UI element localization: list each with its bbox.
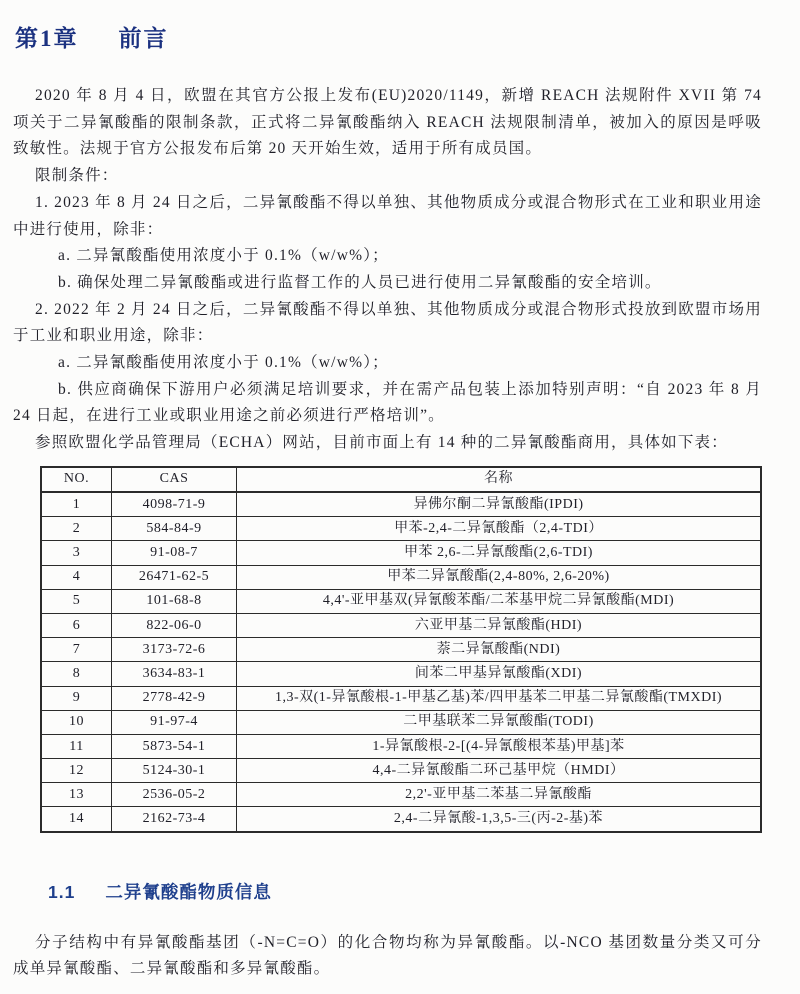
table-row (41, 662, 761, 686)
restriction-conditions-label: 限制条件： (35, 167, 119, 185)
substance-name: 甲苯 2,6-二异氰酸酯(2,6-TDI) (237, 541, 762, 565)
substance-no: 11 (41, 734, 112, 758)
table-row (41, 783, 761, 807)
chapter-number: 第1章 (15, 26, 79, 51)
substance-name: 异佛尔酮二异氰酸酯(IPDI) (237, 492, 762, 517)
paragraph-intro: 2020 年 8 月 4 日，欧盟在其官方公报上发布(EU)2020/1149，新增 REACH 法规附件 XVII 第 74 项关于二异氰酸酯的限制条款，正式将二异氰酸酯纳入 REACH 法规限制清单，被加入的原因是呼吸致敏性。法规于官方公报发布后第 20 天开始生效，适用于所有成员国。 (13, 87, 762, 158)
substance-cas: 584-84-9 (112, 517, 237, 541)
substance-no: 8 (41, 662, 112, 686)
restriction-1-item-b: b. 确保处理二异氰酸酯或进行监督工作的人员已进行使用二异氰酸酯的安全培训。 (58, 273, 662, 291)
table-row (41, 734, 761, 758)
substance-cas: 2778-42-9 (112, 686, 237, 710)
table-row (41, 807, 761, 832)
header-cas: CAS (112, 467, 237, 492)
table-row (41, 517, 761, 541)
substance-name: 甲苯-2,4-二异氰酸酯（2,4-TDI） (237, 517, 762, 541)
section-heading (48, 879, 762, 904)
table-header-row (41, 467, 761, 492)
substance-cas: 91-08-7 (112, 541, 237, 565)
substance-name: 间苯二甲基异氰酸酯(XDI) (237, 662, 762, 686)
substance-no: 9 (41, 686, 112, 710)
table-row (41, 759, 761, 783)
chapter-heading (15, 20, 762, 53)
paragraph-molecular-definition: 分子结构中有异氰酸酯基团（-N=C=O）的化合物均称为异氰酸酯。以-NCO 基团数量分类又可分成单异氰酸酯、二异氰酸酯和多异氰酸酯。 (13, 933, 762, 978)
substance-cas: 3173-72-6 (112, 638, 237, 662)
restriction-2: 2. 2022 年 2 月 24 日之后，二异氰酸酯不得以单独、其他物质成分或混合物形式投放到欧盟市场用于工业和职业用途，除非： (13, 300, 762, 345)
substances-table-body (41, 492, 761, 832)
restriction-1-item-a: a. 二异氰酸酯使用浓度小于 0.1%（w/w%）； (58, 247, 389, 265)
substances-table (40, 466, 762, 833)
restriction-1: 1. 2023 年 8 月 24 日之后，二异氰酸酯不得以单独、其他物质成分或混合物形式在工业和职业用途中进行使用，除非： (13, 193, 762, 238)
substance-no: 2 (41, 517, 112, 541)
substance-cas: 5873-54-1 (112, 734, 237, 758)
chapter-title: 前言 (118, 26, 169, 51)
table-row (41, 710, 761, 734)
paragraph-echa-reference: 参照欧盟化学品管理局（ECHA）网站，目前市面上有 14 种的二异氰酸酯商用，具体如下表： (35, 434, 728, 452)
header-name: 名称 (237, 467, 762, 492)
substance-cas: 101-68-8 (112, 589, 237, 613)
substance-no: 1 (41, 492, 112, 517)
header-no: NO. (41, 467, 112, 492)
substance-name: 4,4-二异氰酸酯二环己基甲烷（HMDI） (237, 759, 762, 783)
substances-table-header (41, 467, 761, 492)
substance-no: 7 (41, 638, 112, 662)
substance-name: 二甲基联苯二异氰酸酯(TODI) (237, 710, 762, 734)
substance-no: 6 (41, 613, 112, 637)
substance-name: 甲苯二异氰酸酯(2,4-80%, 2,6-20%) (237, 565, 762, 589)
substance-no: 14 (41, 807, 112, 832)
table-row (41, 638, 761, 662)
substance-cas: 4098-71-9 (112, 492, 237, 517)
substance-no: 3 (41, 541, 112, 565)
table-row (41, 589, 761, 613)
substance-cas: 26471-62-5 (112, 565, 237, 589)
substance-cas: 3634-83-1 (112, 662, 237, 686)
restriction-2-item-a: a. 二异氰酸酯使用浓度小于 0.1%（w/w%）； (58, 354, 389, 372)
substance-no: 10 (41, 710, 112, 734)
substance-name: 六亚甲基二异氰酸酯(HDI) (237, 613, 762, 637)
substance-name: 2,2'-亚甲基二苯基二异氰酸酯 (237, 783, 762, 807)
substance-cas: 2536-05-2 (112, 783, 237, 807)
substance-name: 2,4-二异氰酸-1,3,5-三(丙-2-基)苯 (237, 807, 762, 832)
substance-no: 4 (41, 565, 112, 589)
substance-no: 13 (41, 783, 112, 807)
restriction-2-item-b: b. 供应商确保下游用户必须满足培训要求，并在需产品包装上添加特别声明：“自 2023 年 8 月 24 日起，在进行工业或职业用途之前必须进行严格培训”。 (13, 380, 762, 425)
substance-name: 4,4'-亚甲基双(异氰酸苯酯/二苯基甲烷二异氰酸酯(MDI) (237, 589, 762, 613)
table-row (41, 613, 761, 637)
substance-cas: 5124-30-1 (112, 759, 237, 783)
substance-cas: 822-06-0 (112, 613, 237, 637)
substance-cas: 2162-73-4 (112, 807, 237, 832)
table-row (41, 686, 761, 710)
substance-no: 5 (41, 589, 112, 613)
table-row (41, 541, 761, 565)
substance-name: 1,3-双(1-异氰酸根-1-甲基乙基)苯/四甲基苯二甲基二异氰酸酯(TMXDI) (237, 686, 762, 710)
section-body (13, 930, 762, 983)
substance-name: 萘二异氰酸酯(NDI) (237, 638, 762, 662)
substance-cas: 91-97-4 (112, 710, 237, 734)
chapter-body (13, 83, 762, 457)
table-row (41, 492, 761, 517)
section-title: 二异氰酸酯物质信息 (105, 881, 272, 902)
section-number: 1.1 (48, 881, 76, 902)
substance-no: 12 (41, 759, 112, 783)
substance-name: 1-异氰酸根-2-[(4-异氰酸根苯基)甲基]苯 (237, 734, 762, 758)
table-row (41, 565, 761, 589)
